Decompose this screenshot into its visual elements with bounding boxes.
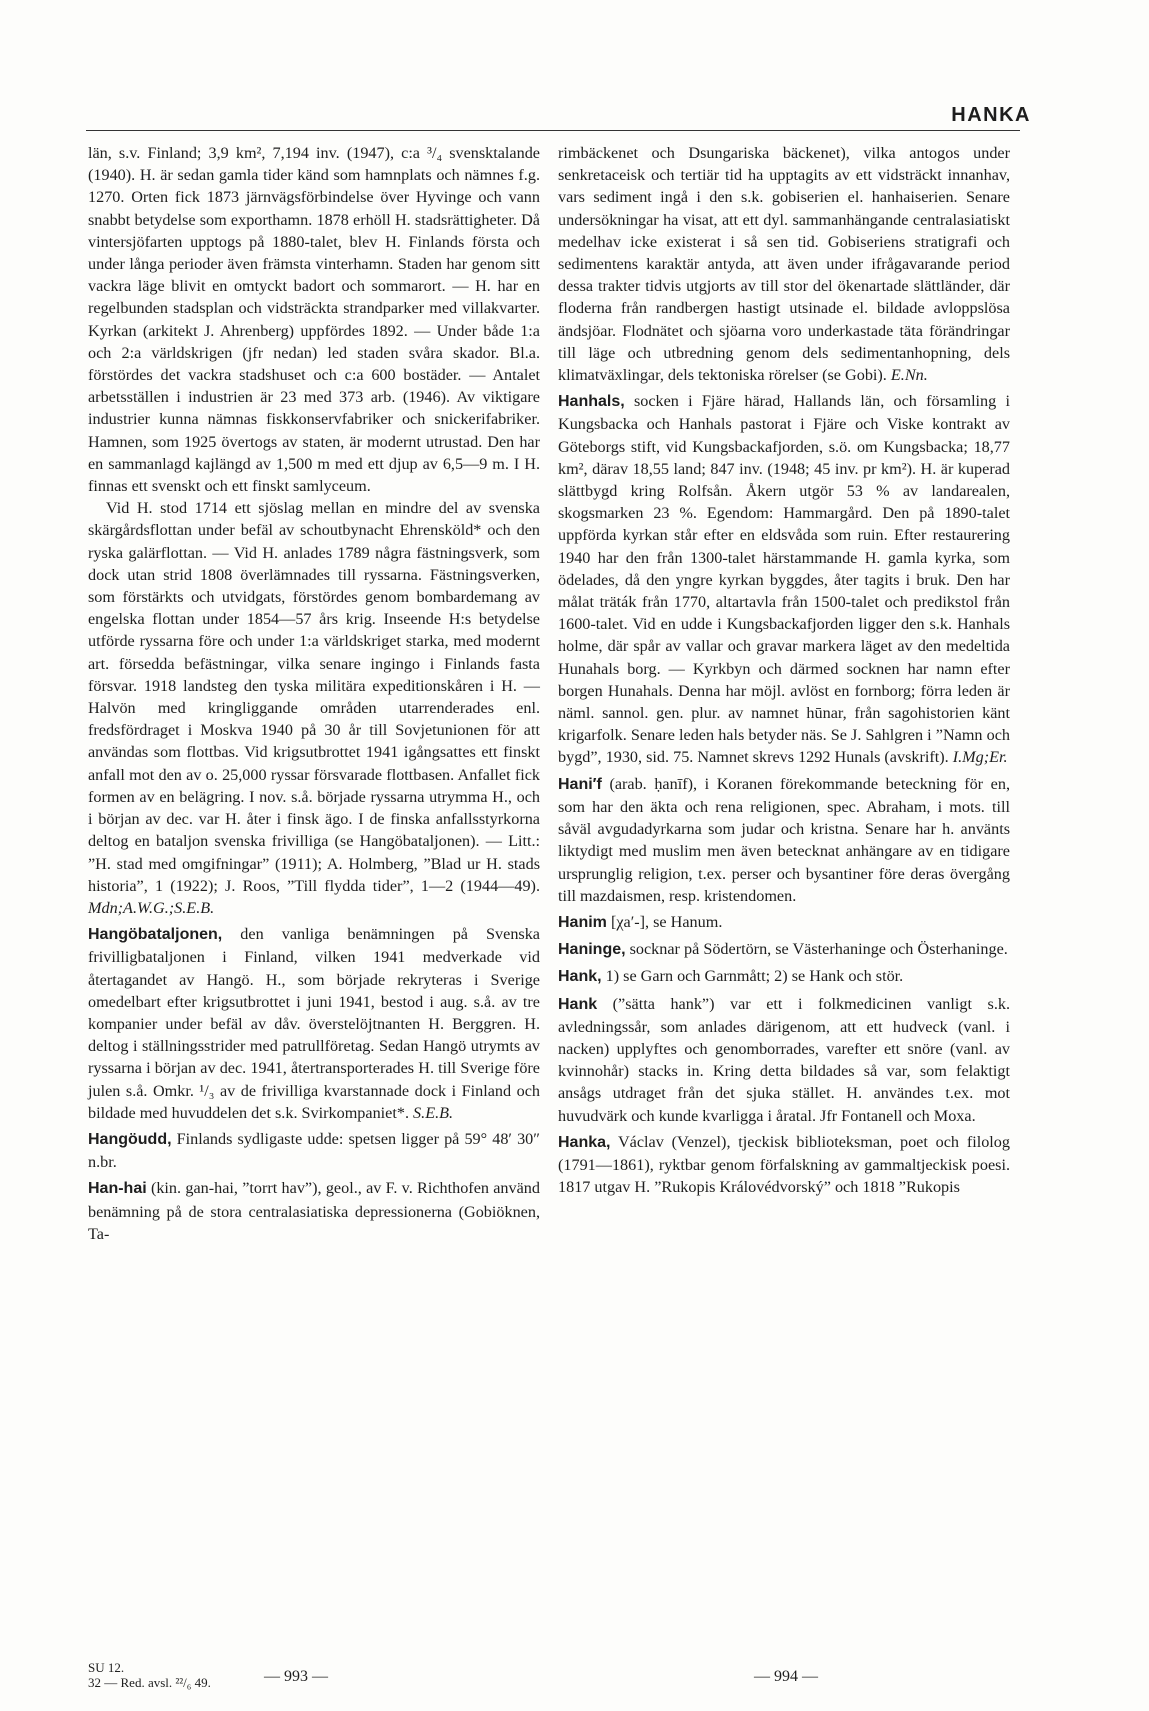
headword: Hanka, <box>558 1133 611 1151</box>
headword: Hank <box>558 995 598 1013</box>
entry-hanko-history: Vid H. stod 1714 ett sjöslag mellan en mindre del av svenska skärgårdsflottan under befäl av schoutbynacht Ehrensköld* och den ryska galärflottan. — Vid H. anlades 1789 några fästningsverk, som dock utan strid 1808 överlämnades till ryssarna. Fästningsverken, som förstärkts och utvidgats, förstördes genom bombardemang av engelska flottan under 1854—57 års krig. Inseende H:s betydelse utförde ryssarna före och under 1:a världskriget starka, med modernt art. försedda befästningar, vilka senare ingingo i Finlands fasta försvar. 1918 landsteg den tyska militära expeditionskåren i H. — Halvön med kringliggande områden utarrenderades enl. fredsfördraget i Moskva 1940 på 30 år till Sovjetunionen för att användas som flottbas. Vid krigsutbrottet 1941 igångsattes ett finskt anfall mot den av o. 25,000 ryssar försvarade flottbasen. Anfallet fick formen av en belägring. I nov. s.å. började ryssarna utrymma H., och i början av dec. var H. åter i finsk ägo. I de finska anfallsstyrkorna deltog en bataljon svenska frivilliga (se Hangöbataljonen). — Litt.: ”H. stad med omgifningar” (1911); A. Holmberg, ”Blad ur H. stads historia”, 1 (1922); J. Roos, ”Till flydda tider”, 1—2 (1944—49). Mdn;A.W.G.;S.E.B. <box>88 499 540 917</box>
print-reference <box>88 1660 211 1690</box>
page-number-right: — 994 — <box>754 1668 818 1685</box>
running-header: HANKA <box>951 104 1031 126</box>
entry-hangoudd: Hangöudd, Finlands sydligaste udde: spetsen ligger på 59° 48′ 30″ n.br. <box>88 1129 540 1172</box>
page-number-left: — 993 — <box>264 1668 328 1685</box>
entry-haninge: Haninge, socknar på Södertörn, se Västerhaninge och Österhaninge. <box>558 940 1008 959</box>
right-column <box>558 142 1010 1198</box>
entry-hanif: Hani′f (arab. ḥanīf), i Koranen förekommande beteckning för en, som har den äkta och rena religionen, spec. Abraham, i mots. till såväl avgudadyrkarna som judar och kristna. Senare har h. använts liktydigt med muslim men även betecknat anhängare av en tidigare ursprunglig religion, t.ex. perser och bysantiner före deras övergång till mazdaismen, resp. kristendomen. <box>558 774 1010 905</box>
entry-han-hai-continued: rimbäckenet och Dsungariska bäckenet), vilka antogos under senkretaceisk och tertiär tid ha upptagits av ett vidsträckt innanhav, vars sediment ingå i den s.k. gobiserien el. hanhaiserien. Senare undersökningar ha visat, att ett dyl. sammanhängande centralasiatiskt medelhav icke existerat i så sen tid. Gobiseriens stratigrafi och sedimentens karaktär antyda, att även under ifrågavarande period dessa trakter tidvis utgjorts av till stor del ökenartade slättländer, där floderna från randbergen hastigt utsinade el. bildade avloppslösa ändsjöar. Flodnätet och sjöarna voro underkastade täta förändringar till läge och utbredning genom dels sedimentanhopning, dels klimatväxlingar, dels tektoniska rörelser (se Gobi). E.Nn. <box>558 144 1010 385</box>
author-signature: S.E.B. <box>413 1103 454 1122</box>
entry-hangobataljonen: Hangöbataljonen, den vanliga benämningen på Svenska frivilligbataljonen i Finland, vilken 1941 medverkade vid återtagandet av Hangö. H., som började rekryteras i Sverige omedelbart efter krigsutbrottet i juni 1941, bestod i aug. s.å. av tre kompanier under befäl av dåv. överstelöjtnanten H. Berggren. H. deltog i ställningsstrider med patrullföretag. Sedan Hangö utrymts av ryssarna i början av dec. 1941, återtransporterades H. till Sverige före julen s.å. Omkr. ¹/₃ av de frivilliga kvarstannade dock i Finland och bildade med huvuddelen det s.k. Svirkompaniet*. S.E.B. <box>88 925 540 1122</box>
author-signature: I.Mg;Er. <box>952 748 1008 767</box>
left-column <box>88 142 540 1245</box>
entry-han-hai: Han-hai (kin. gan-hai, ”torrt hav”), geol., av F. v. Richthofen använd benämning på de stora centralasiatiska depressionerna (Gobiöknen, Ta- <box>88 1179 540 1243</box>
headword: Han-hai <box>88 1180 147 1198</box>
headword: Hangöbataljonen, <box>88 926 223 944</box>
headword: Hank, <box>558 968 602 986</box>
headword: Hanhals, <box>558 393 625 411</box>
author-signature: E.Nn. <box>890 366 928 385</box>
entry-hank-2: Hank (”sätta hank”) var ett i folkmedicinen vanligt s.k. avledningssår, som anlades därigenom, att ett hudveck (vanl. i nacken) upplyftes och genomborrades, varefter ett snöre (vanl. av kvinnohår) stacks in. Kring detta bildades så var, som felaktigt ansågs utdraget från det sjuka stället. H. användes t.ex. mot huvudvärk och kunde kvarligga i åratal. Jfr Fontanell och Moxa. <box>558 994 1011 1125</box>
editorial-close: 32 — Red. avsl. ²²/₆ 49. <box>88 1675 211 1690</box>
entry-hank-1: Hank, 1) se Garn och Garnmått; 2) se Hank och stör. <box>558 967 904 986</box>
entry-hanko-continued: län, s.v. Finland; 3,9 km², 7,194 inv. (1947), c:a ³/₄ svensktalande (1940). H. är sedan gamla tider känd som hamnplats och nämnes f.g. 1270. Orten fick 1873 järnvägsförbindelse över Hyvinge och vann snabbt betydelse som exporthamn. 1878 erhöll H. stadsrättigheter. Då vintersjöfarten upptogs på 1880-talet, blev H. Finlands första och under långa perioder även främsta vinterhamn. Staden har genom sitt vackra läge blivit en omtyckt badort och sommarort. — H. har en regelbunden stadsplan och vidsträckta strandparker med villakvarter. Kyrkan (arkitekt J. Ahrenberg) uppfördes 1892. — Under både 1:a och 2:a världskrigen (jfr nedan) led staden svåra skador. Bl.a. förstördes det vackra stadshuset och c:a 600 bostäder. — Antalet arbetsställen i industrien är 23 med 373 arb. (1946). Av viktigare industrier kunna nämnas fiskkonservfabriker och snickerifabriker. Hamnen, som 1925 övertogs av staten, är modernt utrustad. Den har en sammanlagd kajlängd av 1,500 m med ett djup av 6,5—9 m. I H. finnas ett svenskt och ett finskt samlyceum. <box>88 144 540 496</box>
entry-hanka: Hanka, Václav (Venzel), tjeckisk biblioteksman, poet och filolog (1791—1861), ryktbar genom förfalskning av gammaltjeckisk poesi. 1817 utgav H. ”Rukopis Královédvorský” och 1818 ”Rukopis <box>558 1132 1010 1197</box>
headword: Hani′f <box>558 775 602 793</box>
headword: Hangöudd, <box>88 1130 172 1148</box>
author-signature: Mdn;A.W.G.;S.E.B. <box>88 898 215 917</box>
header-rule <box>86 130 1020 131</box>
headword: Hanim <box>558 913 607 931</box>
headword: Haninge, <box>558 941 626 959</box>
entry-hanim: Hanim [χa′-], se Hanum. <box>558 912 723 931</box>
volume-reference: SU 12. <box>88 1660 125 1675</box>
entry-hanhals: Hanhals, socken i Fjäre härad, Hallands län, och församling i Kungsbacka och Hanhals pastorat i Fjäre och Viske kontrakt av Göteborgs stift, vid Kungsbackafjorden, s.ö. om Kungsbacka; 18,77 km², därav 18,55 land; 847 inv. (1948; 45 inv. pr km²). H. är kuperad slättbygd kring Rolfsån. Åkern utgör 53 % av landarealen, skogsmarken 23 %. Egendom: Hammargård. Den på 1890-talet uppförda kyrkan står efter en eldsvåda som ruin. Efter restaurering 1940 har den från 1300-talet härstammande H. gamla kyrka, som ödelades, då den yngre kyrkan byggdes, åter tagits i bruk. Den har målat träták från 1770, altartavla från 1500-talet och predikstol från 1600-talet. Vid en udde i Kungsbackafjorden ligger den s.k. Hanhals holme, där spår av vallar och gravar markera läget av den medeltida Hunahals borg. — Kyrkbyn och därmed socknen har namn efter borgen Hunahals. Denna har möjl. avlöst en fornborg; förra leden är näml. sannol. gen. plur. av namnet hūnar, från sagohistorien känt krigarfolk. Senare leden hals betyder näs. Se J. Sahlgren i ”Namn och bygd”, 1930, sid. 75. Namnet skrevs 1292 Hunals (avskrift). I.Mg;Er. <box>558 392 1010 767</box>
